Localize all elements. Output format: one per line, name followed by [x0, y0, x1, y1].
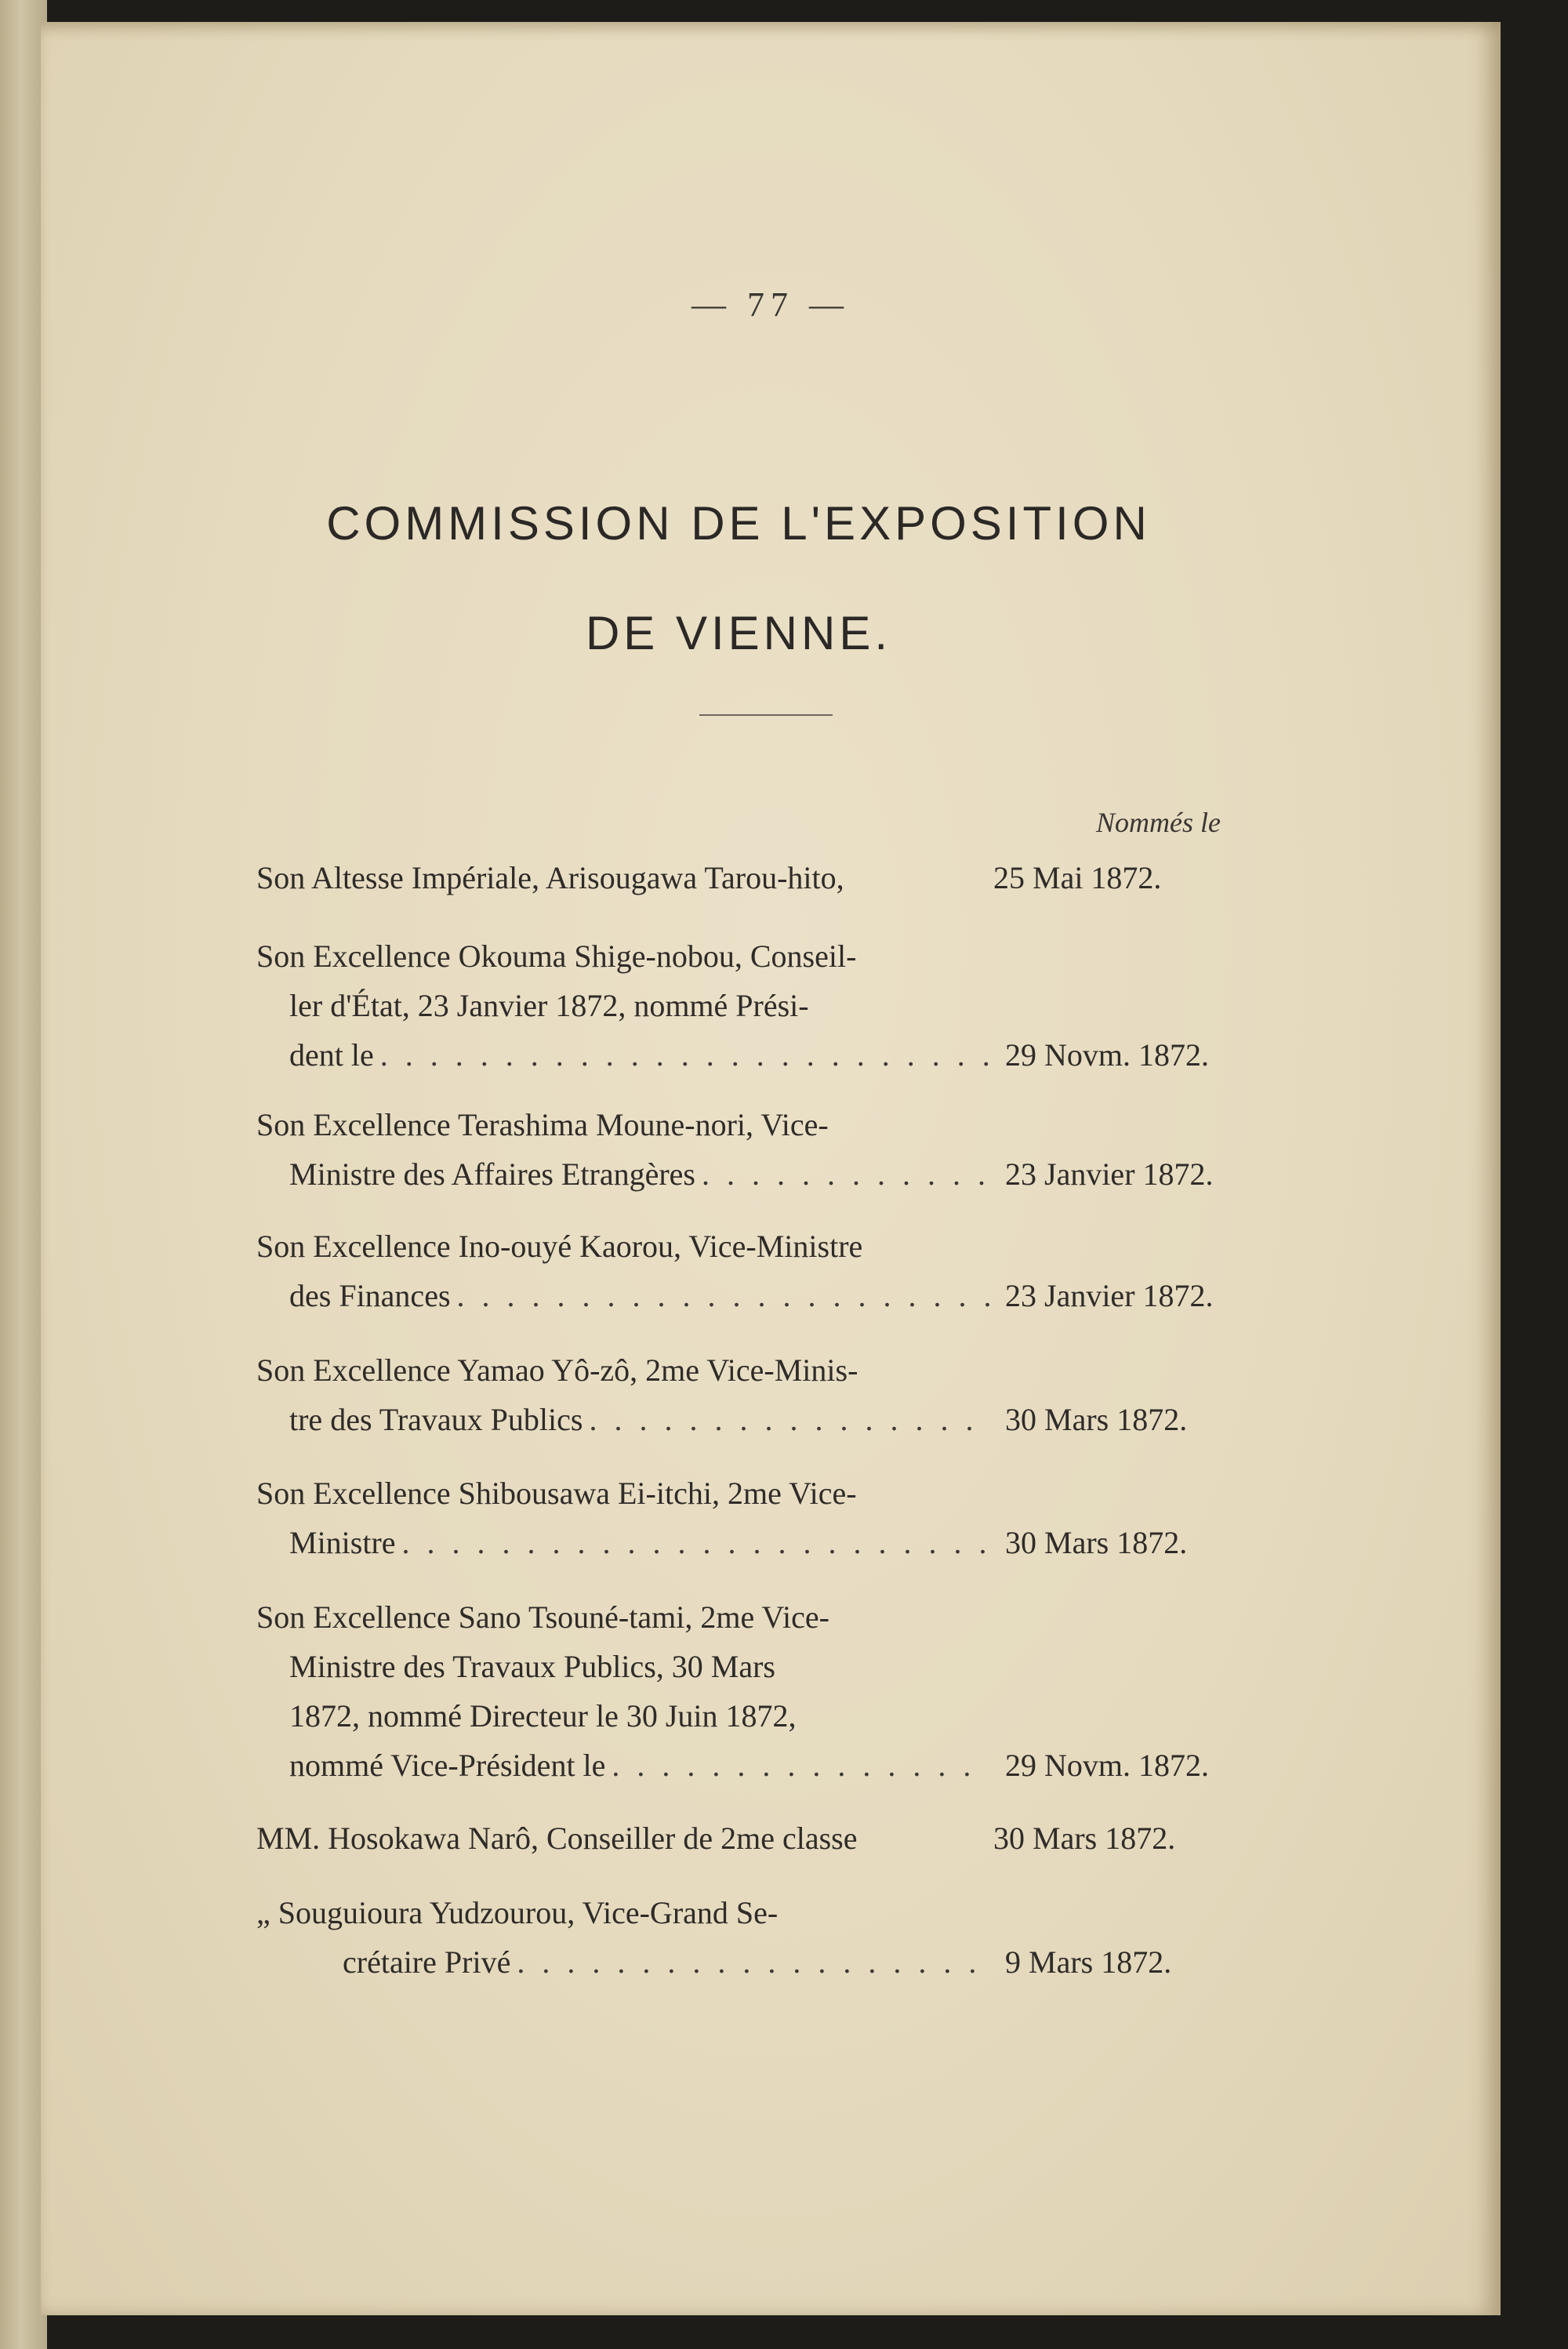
list-item — [256, 1100, 1256, 1199]
entry-date: 23 Janvier 1872. — [1005, 1278, 1214, 1313]
leader-dots — [583, 1395, 989, 1444]
entry-date: 29 Novm. 1872. — [1005, 1748, 1209, 1783]
entry-text: dent le — [289, 1037, 374, 1073]
entry-text: Ministre — [289, 1525, 396, 1560]
book-spine — [0, 0, 47, 2349]
entry-date: 30 Mars 1872. — [1005, 1525, 1188, 1560]
list-item — [256, 1888, 1256, 1987]
leader-dots — [451, 1271, 989, 1320]
entry-text: Son Excellence Sano Tsouné-tami, 2me Vice- — [256, 1599, 829, 1635]
entry-text: MM. Hosokawa Narô, Conseiller de 2me classe — [256, 1821, 858, 1856]
entry-date: 29 Novm. 1872. — [1005, 1037, 1209, 1073]
list-item — [256, 931, 1256, 1080]
leader-dots — [695, 1149, 989, 1199]
entry-date: 30 Mars 1872. — [993, 1821, 1176, 1856]
entry-text: Son Excellence Okouma Shige-nobou, Conseil- — [256, 939, 857, 974]
entry-date: 9 Mars 1872. — [1005, 1944, 1172, 1980]
entry-text: 1872, nommé Directeur le 30 Juin 1872, — [289, 1698, 797, 1734]
list-item — [256, 853, 1256, 902]
leader-dots — [396, 1518, 989, 1567]
entry-text: crétaire Privé — [343, 1944, 511, 1980]
entry-text: Son Altesse Impériale, Arisougawa Tarou-hito, — [256, 860, 844, 895]
entry-text: „ Souguioura Yudzourou, Vice-Grand Se- — [256, 1895, 779, 1930]
entry-text: nommé Vice-Président le — [289, 1748, 606, 1783]
title-divider — [699, 714, 833, 716]
entry-date: 23 Janvier 1872. — [1005, 1156, 1214, 1192]
page-number: — 77 — — [691, 285, 850, 324]
leader-dots — [510, 1937, 989, 1987]
entry-text: Son Excellence Shibousawa Ei-itchi, 2me Vice- — [256, 1476, 857, 1511]
entry-text: Son Excellence Yamao Yô-zô, 2me Vice-Minis- — [256, 1352, 858, 1388]
list-item — [256, 1345, 1256, 1444]
document-page — [41, 22, 1501, 2315]
entry-text: Son Excellence Terashima Moune-nori, Vice- — [256, 1107, 829, 1142]
entry-date: 25 Mai 1872. — [993, 860, 1162, 895]
entry-text: ler d'État, 23 Janvier 1872, nommé Prési- — [289, 988, 809, 1023]
column-header-nommes-le: Nommés le — [1096, 807, 1221, 838]
document-title-line-2: DE VIENNE. — [585, 607, 892, 659]
entry-text: des Finances — [289, 1278, 451, 1313]
list-item — [256, 1813, 1256, 1863]
list-item — [256, 1469, 1256, 1567]
entry-text: Ministre des Travaux Publics, 30 Mars — [289, 1649, 775, 1684]
entry-text: tre des Travaux Publics — [289, 1402, 583, 1437]
entry-date: 30 Mars 1872. — [1005, 1402, 1188, 1437]
list-item — [256, 1222, 1256, 1320]
leader-dots — [605, 1741, 989, 1790]
leader-dots — [374, 1030, 989, 1080]
entry-text: Ministre des Affaires Etrangères — [289, 1156, 695, 1192]
list-item — [256, 1592, 1256, 1790]
document-title-line-1: COMMISSION DE L'EXPOSITION — [326, 497, 1151, 550]
entry-text: Son Excellence Ino-ouyé Kaorou, Vice-Ministre — [256, 1229, 863, 1264]
